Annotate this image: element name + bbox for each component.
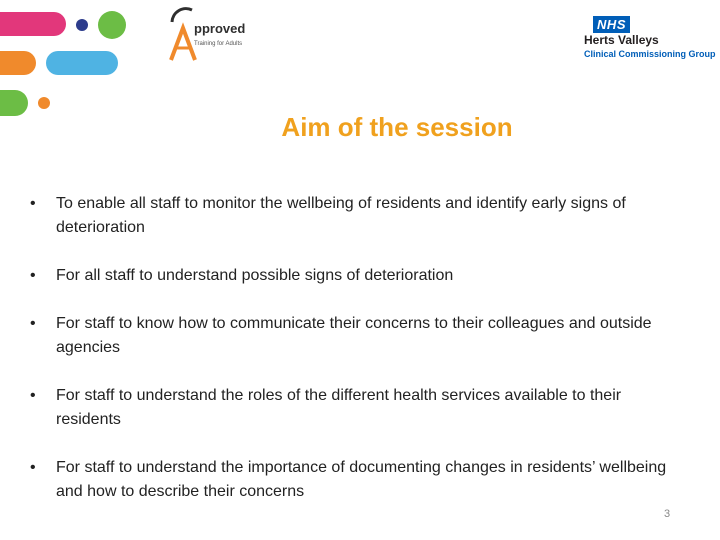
pink-pill-shape [0, 12, 66, 36]
bullet-item: • For staff to know how to communicate their concerns to their colleagues and outside agencies [30, 312, 690, 360]
nhs-badge: NHS [593, 16, 630, 33]
orange-dot-shape [38, 97, 50, 109]
nhs-org-name: Herts Valleys [584, 33, 659, 47]
approved-logo-subtitle: Training for Adults [194, 41, 243, 47]
nhs-org-subtitle: Clinical Commissioning Group [584, 49, 716, 59]
navy-dot-shape [76, 19, 88, 31]
bullet-item: • For staff to understand the roles of the different health services available to their residents [30, 384, 690, 432]
orange-pill-shape [0, 51, 36, 75]
approved-logo-word: pproved [194, 21, 246, 36]
bullet-item: • For all staff to understand possible signs of deterioration [30, 264, 690, 288]
green-dot-shape [98, 11, 126, 39]
bullet-item: • To enable all staff to monitor the wellbeing of residents and identify early signs of deterioration [30, 192, 690, 240]
bullet-list [30, 192, 690, 504]
bullet-item: • For staff to understand the importance of documenting changes in residents’ wellbeing and how to describe their concerns [30, 456, 690, 504]
blue-pill-shape [46, 51, 118, 75]
approved-logo [166, 4, 266, 62]
nhs-logo [584, 12, 716, 64]
page-number: 3 [664, 508, 671, 520]
slide-title: Aim of the session [281, 112, 513, 142]
